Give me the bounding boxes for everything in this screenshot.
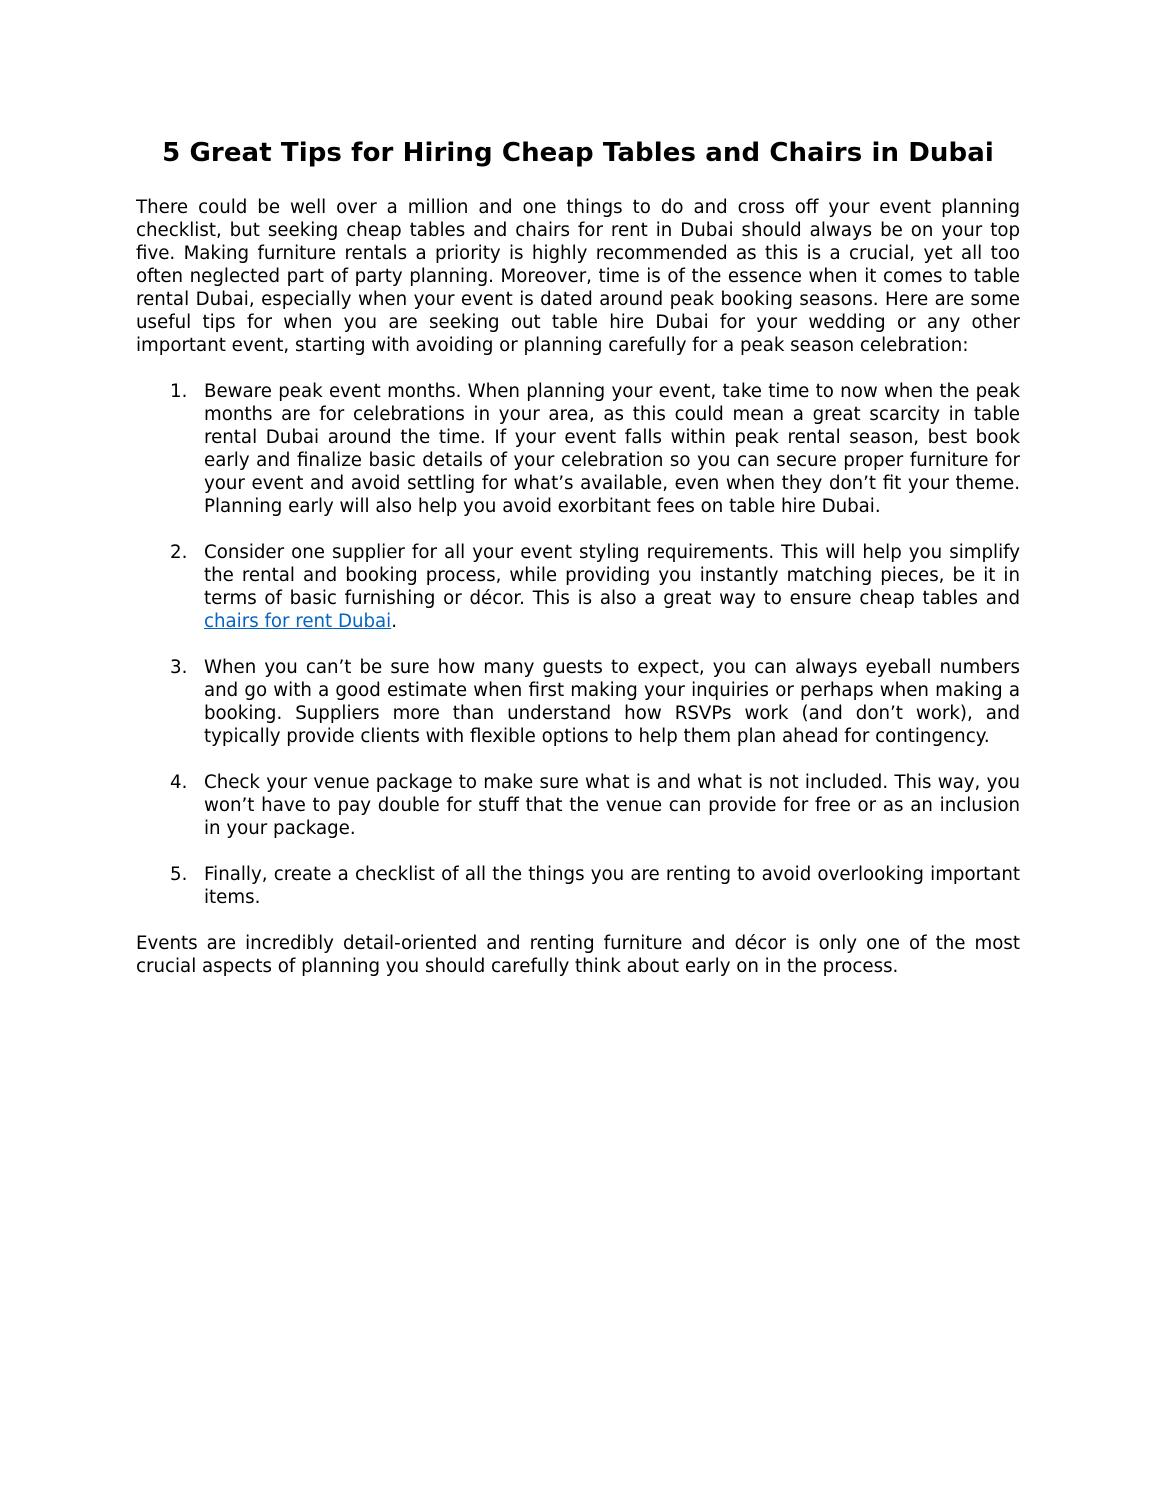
- list-item: [136, 380, 1020, 518]
- list-item-text: Finally, create a checklist of all the things you are renting to avoid overlooking important items.: [204, 864, 1020, 908]
- document-title: 5 Great Tips for Hiring Cheap Tables and Chairs in Dubai: [162, 138, 994, 168]
- list-number: 2.: [170, 542, 188, 563]
- list-number: 1.: [170, 381, 188, 402]
- list-item: [136, 541, 1020, 633]
- list-number: 5.: [170, 864, 188, 885]
- list-number: 4.: [170, 772, 188, 793]
- chairs-for-rent-link[interactable]: chairs for rent Dubai: [204, 611, 392, 632]
- intro-paragraph: There could be well over a million and one things to do and cross off your event planning checklist, but seeking cheap tables and chairs for rent in Dubai should always be on your top five. Making furniture rentals a priority is highly recommended as this is a crucial, yet all too often neglected part of party planning. Moreover, time is of the essence when it comes to table rental Dubai, especially when your event is dated around peak booking seasons. Here are some useful tips for when you are seeking out table hire Dubai for your wedding or any other important event, starting with avoiding or planning carefully for a peak season celebration:: [136, 197, 1020, 356]
- list-item-text: Consider one supplier for all your event styling requirements. This will help you simplify the rental and booking process, while providing you instantly matching pieces, be it in terms of basic furnishing or décor. This is also a great way to ensure cheap tables and: [204, 542, 1020, 609]
- list-number: 3.: [170, 657, 188, 678]
- closing-paragraph: Events are incredibly detail-oriented and renting furniture and décor is only one of the most crucial aspects of planning you should carefully think about early on in the process.: [136, 933, 1020, 977]
- list-item: [136, 863, 1020, 909]
- list-item-text: Beware peak event months. When planning your event, take time to now when the peak months are for celebrations in your area, as this could mean a great scarcity in table rental Dubai around the time. If your event falls within peak rental season, best book early and finalize basic details of your celebration so you can secure proper furniture for your event and avoid settling for what’s available, even when they don’t fit your theme. Planning early will also help you avoid exorbitant fees on table hire Dubai.: [204, 381, 1020, 517]
- list-item-text: Check your venue package to make sure what is and what is not included. This way, you won’t have to pay double for stuff that the venue can provide for free or as an inclusion in your package.: [204, 772, 1020, 839]
- document-page: [136, 136, 1020, 978]
- tips-list: [136, 380, 1020, 909]
- list-item: [136, 656, 1020, 748]
- list-item-text: When you can’t be sure how many guests to expect, you can always eyeball numbers and go with a good estimate when first making your inquiries or perhaps when making a booking. Suppliers more than understand how RSVPs work (and don’t work), and typically provide clients with flexible options to help them plan ahead for contingency.: [204, 657, 1020, 747]
- list-item-text-end: .: [391, 611, 398, 632]
- list-item: [136, 771, 1020, 840]
